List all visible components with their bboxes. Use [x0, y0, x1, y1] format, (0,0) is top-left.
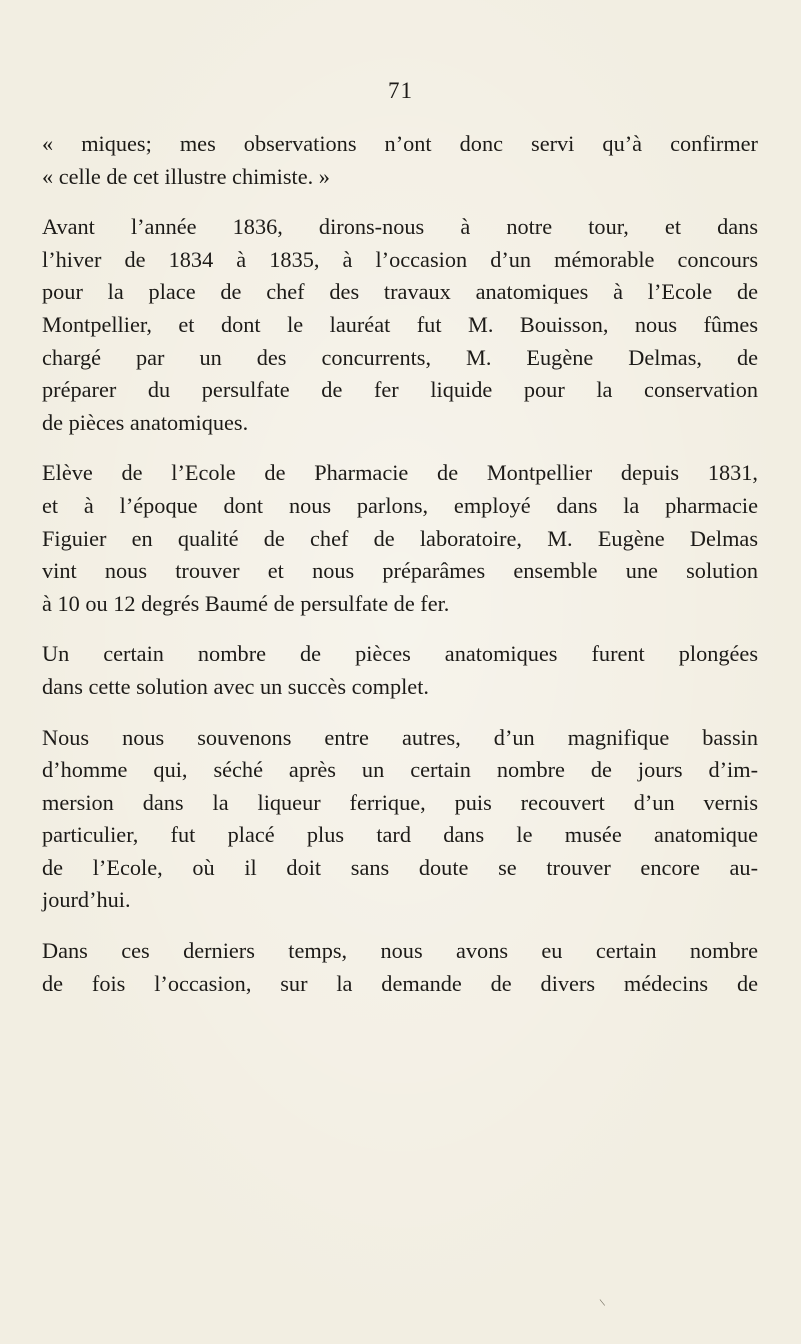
- text-line: pour la place de chef des travaux anatomiques à l’Ecole de: [42, 279, 758, 305]
- text-line: jourd’hui.: [42, 887, 131, 913]
- text-line: Dans ces derniers temps, nous avons eu certain nombre: [42, 938, 758, 964]
- text-line: et à l’époque dont nous parlons, employé dans la pharmacie: [42, 492, 758, 518]
- text-line: « celle de cet illustre chimiste. »: [42, 163, 330, 189]
- text-line: chargé par un des concurrents, M. Eugène Delmas, de: [42, 344, 758, 370]
- text-line: préparer du persulfate de fer liquide pour la conservation: [42, 377, 758, 403]
- text-line: d’homme qui, séché après un certain nombre de jours d’im-: [42, 757, 758, 783]
- text-line: Figuier en qualité de chef de laboratoire, M. Eugène Delmas: [42, 525, 758, 551]
- text-line: de fois l’occasion, sur la demande de divers médecins de: [42, 970, 758, 996]
- text-line: « miques; mes observations n’ont donc servi qu’à confirmer: [42, 131, 758, 156]
- page-number: 71: [388, 78, 413, 103]
- text-line: mersion dans la liqueur ferrique, puis recouvert d’un vernis: [42, 789, 758, 815]
- text-line: dans cette solution avec un succès complet.: [42, 673, 429, 699]
- text-line: à 10 ou 12 degrés Baumé de persulfate de fer.: [42, 590, 450, 616]
- text-line: Montpellier, et dont le lauréat fut M. Bouisson, nous fûmes: [42, 311, 758, 337]
- text-line: Nous nous souvenons entre autres, d’un magnifique bassin: [42, 724, 758, 750]
- text-line: Un certain nombre de pièces anatomiques furent plongées: [42, 641, 758, 667]
- text-line: de pièces anatomiques.: [42, 409, 249, 435]
- text-line: de l’Ecole, où il doit sans doute se trouver encore au-: [42, 854, 758, 880]
- text-line: Elève de l’Ecole de Pharmacie de Montpellier depuis 1831,: [42, 460, 758, 486]
- text-line: particulier, fut placé plus tard dans le musée anatomique: [42, 822, 758, 848]
- text-line: l’hiver de 1834 à 1835, à l’occasion d’un mémorable concours: [42, 246, 758, 272]
- text-line: Avant l’année 1836, dirons-nous à notre tour, et dans: [42, 214, 758, 240]
- stray-ink-mark: \: [599, 1296, 607, 1310]
- text-line: vint nous trouver et nous préparâmes ensemble une solution: [42, 558, 758, 584]
- body-text: [42, 128, 758, 1000]
